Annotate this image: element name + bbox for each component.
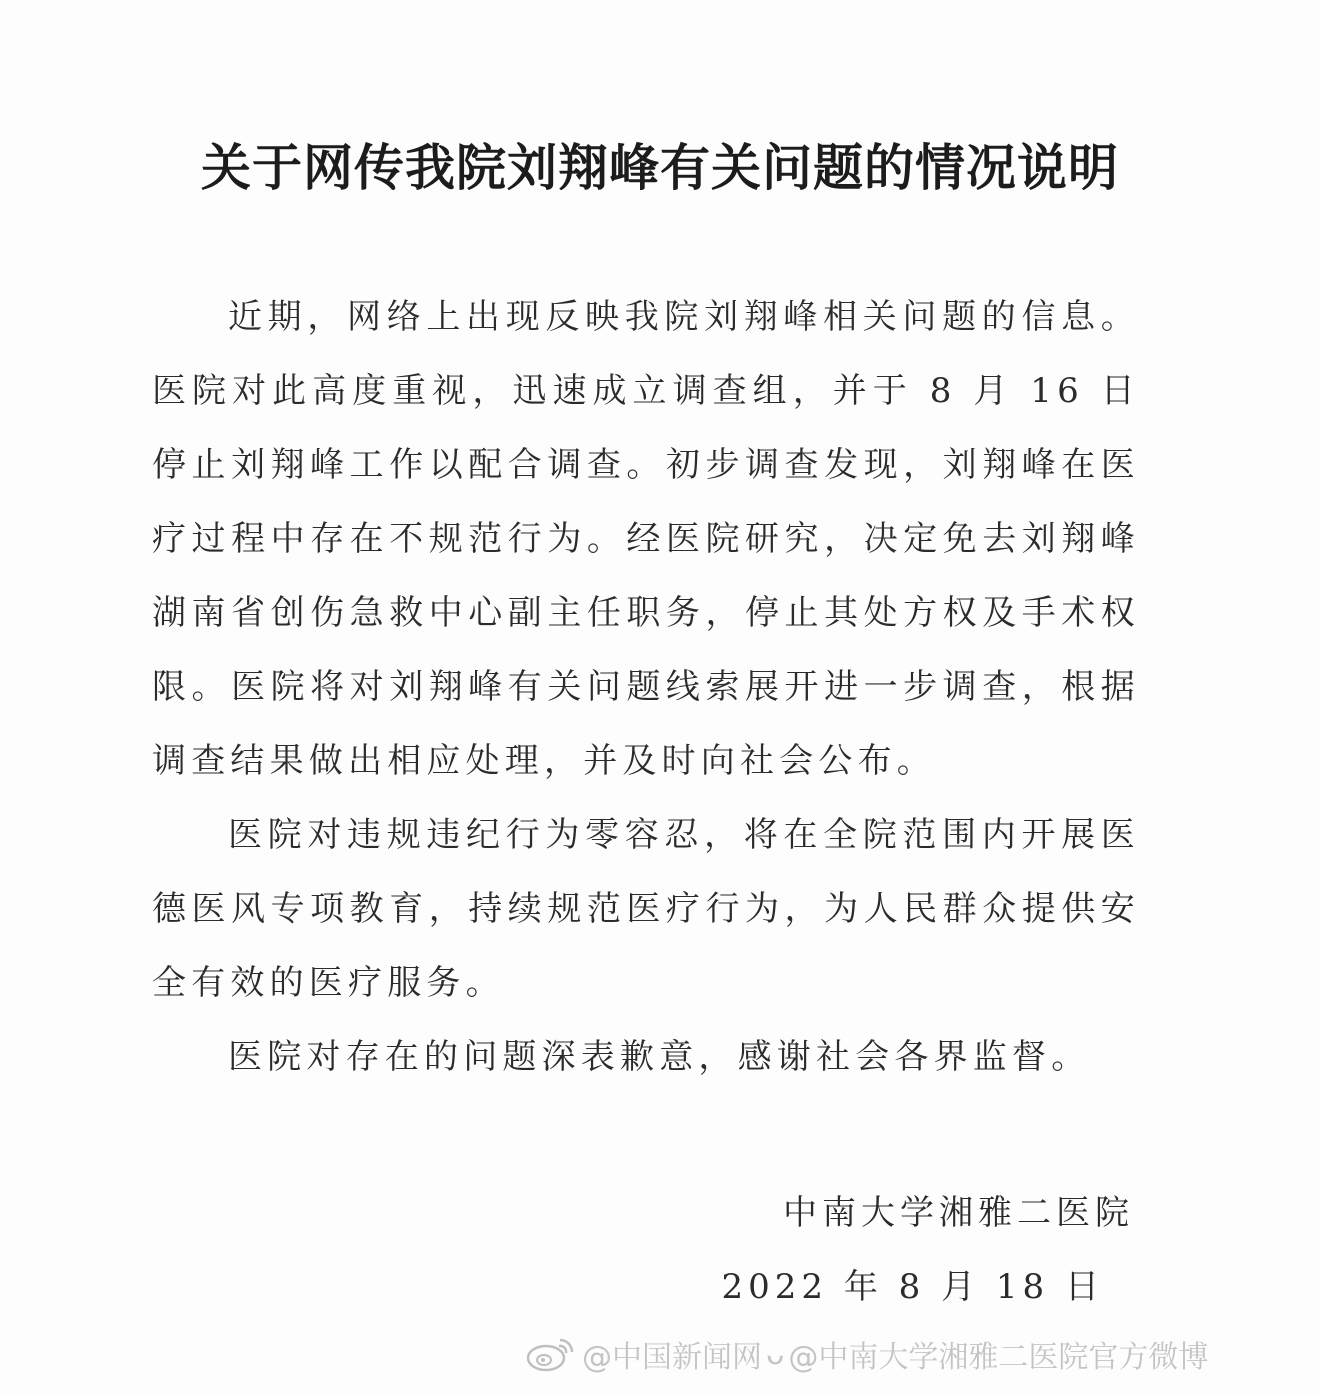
source-watermark — [524, 1326, 1314, 1382]
paragraph-1: 近期，网络上出现反映我院刘翔峰相关问题的信息。医院对此高度重视，迅速成立调查组，并于 8 月 16 日停止刘翔峰工作以配合调查。初步调查发现，刘翔峰在医疗过程中存在不规范行为。经医院研究，决定免去刘翔峰湖南省创伤急救中心副主任职务，停止其处方权及手术权限。医院将对刘翔峰有关问题线索展开进一步调查，根据调查结果做出相应处理，并及时向社会公布。 — [152, 297, 1140, 781]
watermark-separator-icon: ᴗ — [766, 1336, 785, 1372]
signature-block — [722, 1176, 1134, 1324]
watermark-source-news: @中国新闻网 — [582, 1340, 762, 1375]
signature-date: 2022 年 8 月 18 日 — [721, 1267, 1104, 1307]
paragraph-2: 医院对违规违纪行为零容忍，将在全院范围内开展医德医风专项教育，持续规范医疗行为，为人民群众提供安全有效的医疗服务。 — [152, 815, 1140, 1003]
paragraph-3: 医院对存在的问题深表歉意，感谢社会各界监督。 — [228, 1037, 1091, 1077]
document-body — [152, 280, 1140, 1094]
document-title: 关于网传我院刘翔峰有关问题的情况说明 — [201, 138, 1119, 197]
watermark-source-hospital: @中南大学湘雅二医院官方微博 — [788, 1340, 1209, 1375]
weibo-icon — [524, 1334, 576, 1374]
signature-organization: 中南大学湘雅二医院 — [783, 1193, 1134, 1233]
